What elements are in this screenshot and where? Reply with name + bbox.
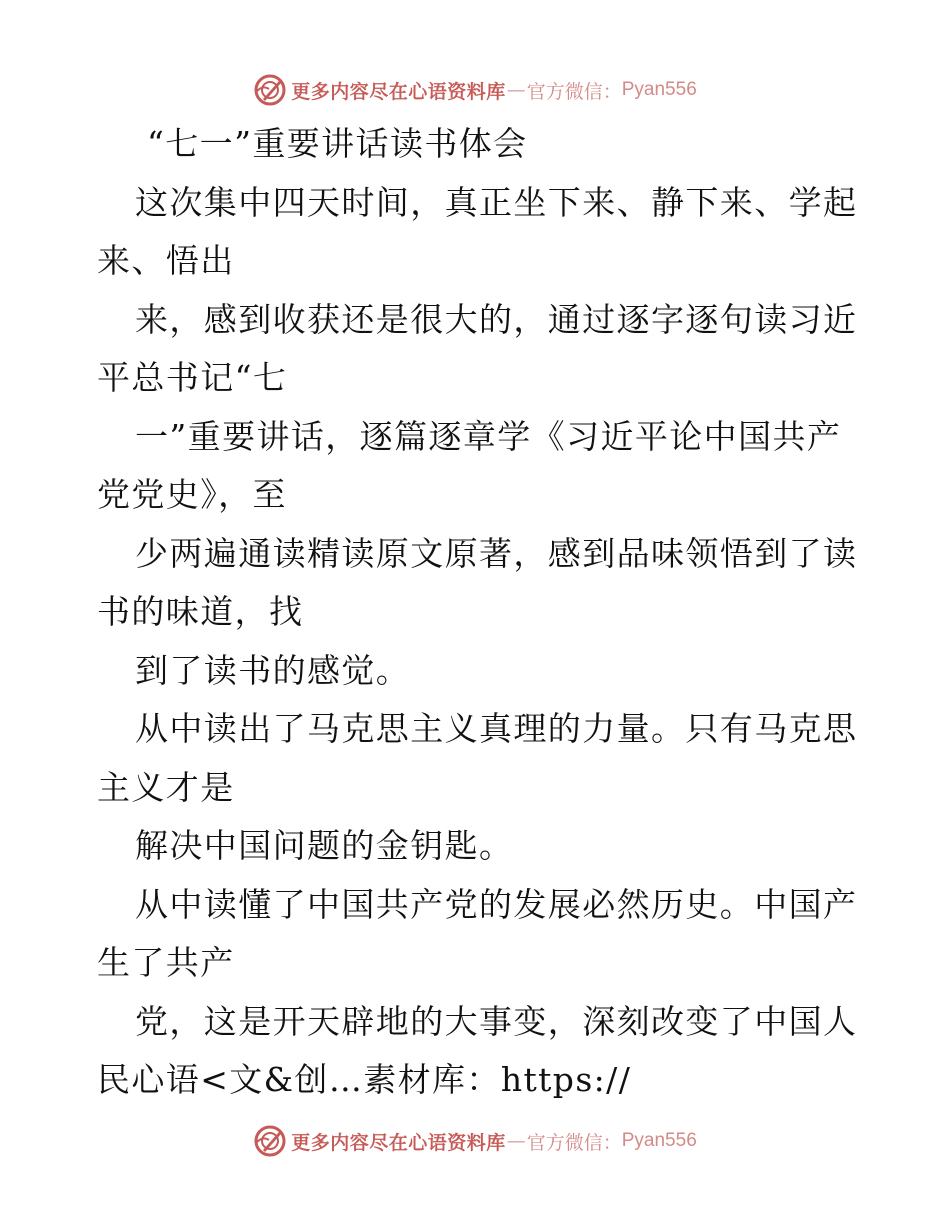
banner-dash: — <box>506 79 526 101</box>
header-banner <box>0 70 950 110</box>
text-line: 平总书记“七 <box>97 358 288 397</box>
banner-slogan: 更多内容尽在心语资料库 <box>291 80 506 103</box>
pen-logo-icon <box>253 73 287 107</box>
banner-wechat-id: Pyan556 <box>621 79 697 100</box>
text-line: 党，这是开天辟地的大事变，深刻改变了中国人 <box>135 1001 858 1041</box>
banner-wechat-id: Pyan556 <box>621 1130 697 1151</box>
text-line: 从中读懂了中国共产党的发展必然历史。中国产 <box>135 884 858 924</box>
text-line: 生了共产 <box>97 943 235 982</box>
banner-wechat-label: 官方微信： <box>526 1131 622 1154</box>
banner-wechat-label: 官方微信： <box>526 80 622 103</box>
text-line: 党党史》，至 <box>97 475 287 514</box>
document-title: “七一”重要讲话读书体会 <box>147 124 528 163</box>
text-line: 从中读出了马克思主义真理的力量。只有马克思 <box>135 709 858 748</box>
text-line: 主义才是 <box>97 767 235 807</box>
pen-logo-icon <box>253 1124 287 1158</box>
text-line: 来、悟出 <box>97 241 235 280</box>
text-line: 民心语<文&创…素材库：https:// <box>97 1060 632 1099</box>
text-line: 书的味道，找 <box>97 592 304 631</box>
text-line: 解决中国问题的金钥匙。 <box>135 826 514 865</box>
banner-slogan: 更多内容尽在心语资料库 <box>291 1131 506 1154</box>
text-line: 来，感到收获还是很大的，通过逐字逐句读习近 <box>135 299 858 339</box>
banner-dash: — <box>506 1130 526 1152</box>
text-line: 一”重要讲话，逐篇逐章学《习近平论中国共产 <box>135 416 842 456</box>
document-body <box>97 115 857 1110</box>
text-line: 少两遍通读精读原文原著，感到品味领悟到了读 <box>135 533 858 573</box>
text-line: 到了读书的感觉。 <box>135 650 411 690</box>
footer-banner <box>0 1121 950 1161</box>
text-line: 这次集中四天时间，真正坐下来、静下来、学起 <box>135 182 858 222</box>
